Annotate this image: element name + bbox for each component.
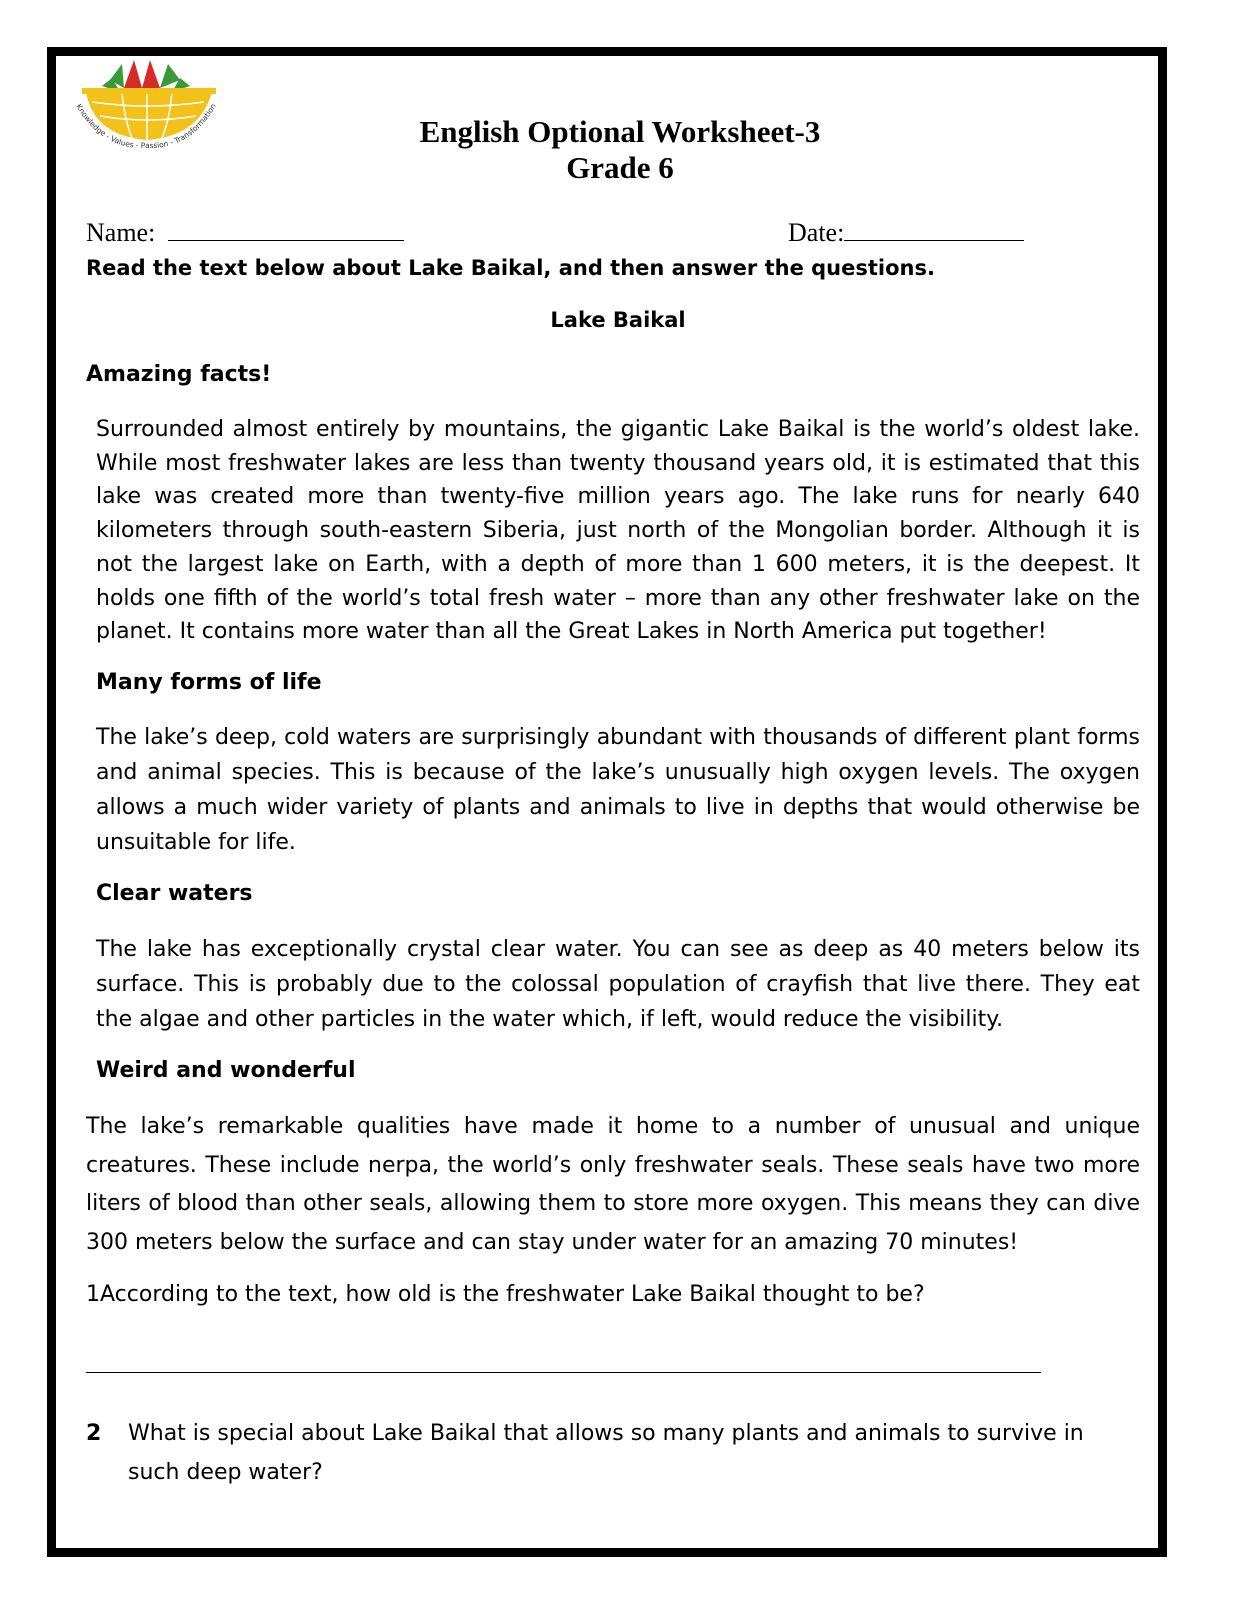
section-paragraph: The lake’s remarkable qualities have made it home to a number of unusual and unique creatures. These include nerpa, the world’s only freshwater seals. These seals have two more liters of blood than other seals, allowing them to store more oxygen. This means they can dive 300 meters below the surface and can stay under water for an amazing 70 minutes! xyxy=(86,1114,1140,1255)
name-label: Name: xyxy=(86,218,156,247)
question-number: 2 xyxy=(86,1421,102,1446)
question-text: According to the text, how old is the freshwater Lake Baikal thought to be? xyxy=(100,1282,925,1307)
question-number: 1 xyxy=(86,1282,100,1307)
question-text: What is special about Lake Baikal that allows so many plants and animals to survive in such deep water? xyxy=(128,1421,1084,1485)
section-paragraph: Surrounded almost entirely by mountains, the gigantic Lake Baikal is the world’s oldest lake. While most freshwater lakes are less than twenty thousand years old, it is estimated that this lake was created more than twenty-five million years ago. The lake runs for nearly 640 kilometers through south-eastern Siberia, just north of the Mongolian border. Although it is not the largest lake on Earth, with a depth of more than 1 600 meters, it is the deepest. It holds one fifth of the world’s total fresh water – more than any other freshwater lake on the planet. It contains more water than all the Great Lakes in North America put together! xyxy=(96,417,1140,645)
question-1 xyxy=(86,1282,925,1307)
section-heading: Amazing facts! xyxy=(86,362,272,387)
worksheet-title: English Optional Worksheet-3 xyxy=(419,114,821,149)
date-input-line[interactable] xyxy=(844,218,1024,241)
section-paragraph: The lake’s deep, cold waters are surprisingly abundant with thousands of different plant forms and animal species. This is because of the lake’s unusually high oxygen levels. The oxygen allows a much wider variety of plants and animals to live in depths that would otherwise be unsuitable for life. xyxy=(96,725,1140,855)
article-title: Lake Baikal xyxy=(550,308,686,332)
logo-motto: Knowledge - Values - Passion - Transformation xyxy=(74,101,218,148)
answer-line[interactable] xyxy=(86,1372,1041,1373)
question-2 xyxy=(86,1414,1140,1492)
date-label: Date: xyxy=(788,218,845,247)
date-field xyxy=(788,218,1024,248)
name-input-line[interactable] xyxy=(168,218,404,241)
school-logo xyxy=(72,58,222,148)
section-heading: Clear waters xyxy=(96,881,253,906)
section-heading: Many forms of life xyxy=(96,670,322,695)
section-paragraph: The lake has exceptionally crystal clear water. You can see as deep as 40 meters below its surface. This is probably due to the colossal population of crayfish that live there. They eat the algae and other particles in the water which, if left, would reduce the visibility. xyxy=(96,937,1140,1032)
section-heading: Weird and wonderful xyxy=(96,1058,356,1083)
instruction: Read the text below about Lake Baikal, and then answer the questions. xyxy=(86,256,935,280)
grade-label: Grade 6 xyxy=(566,150,674,185)
name-field xyxy=(86,218,404,248)
